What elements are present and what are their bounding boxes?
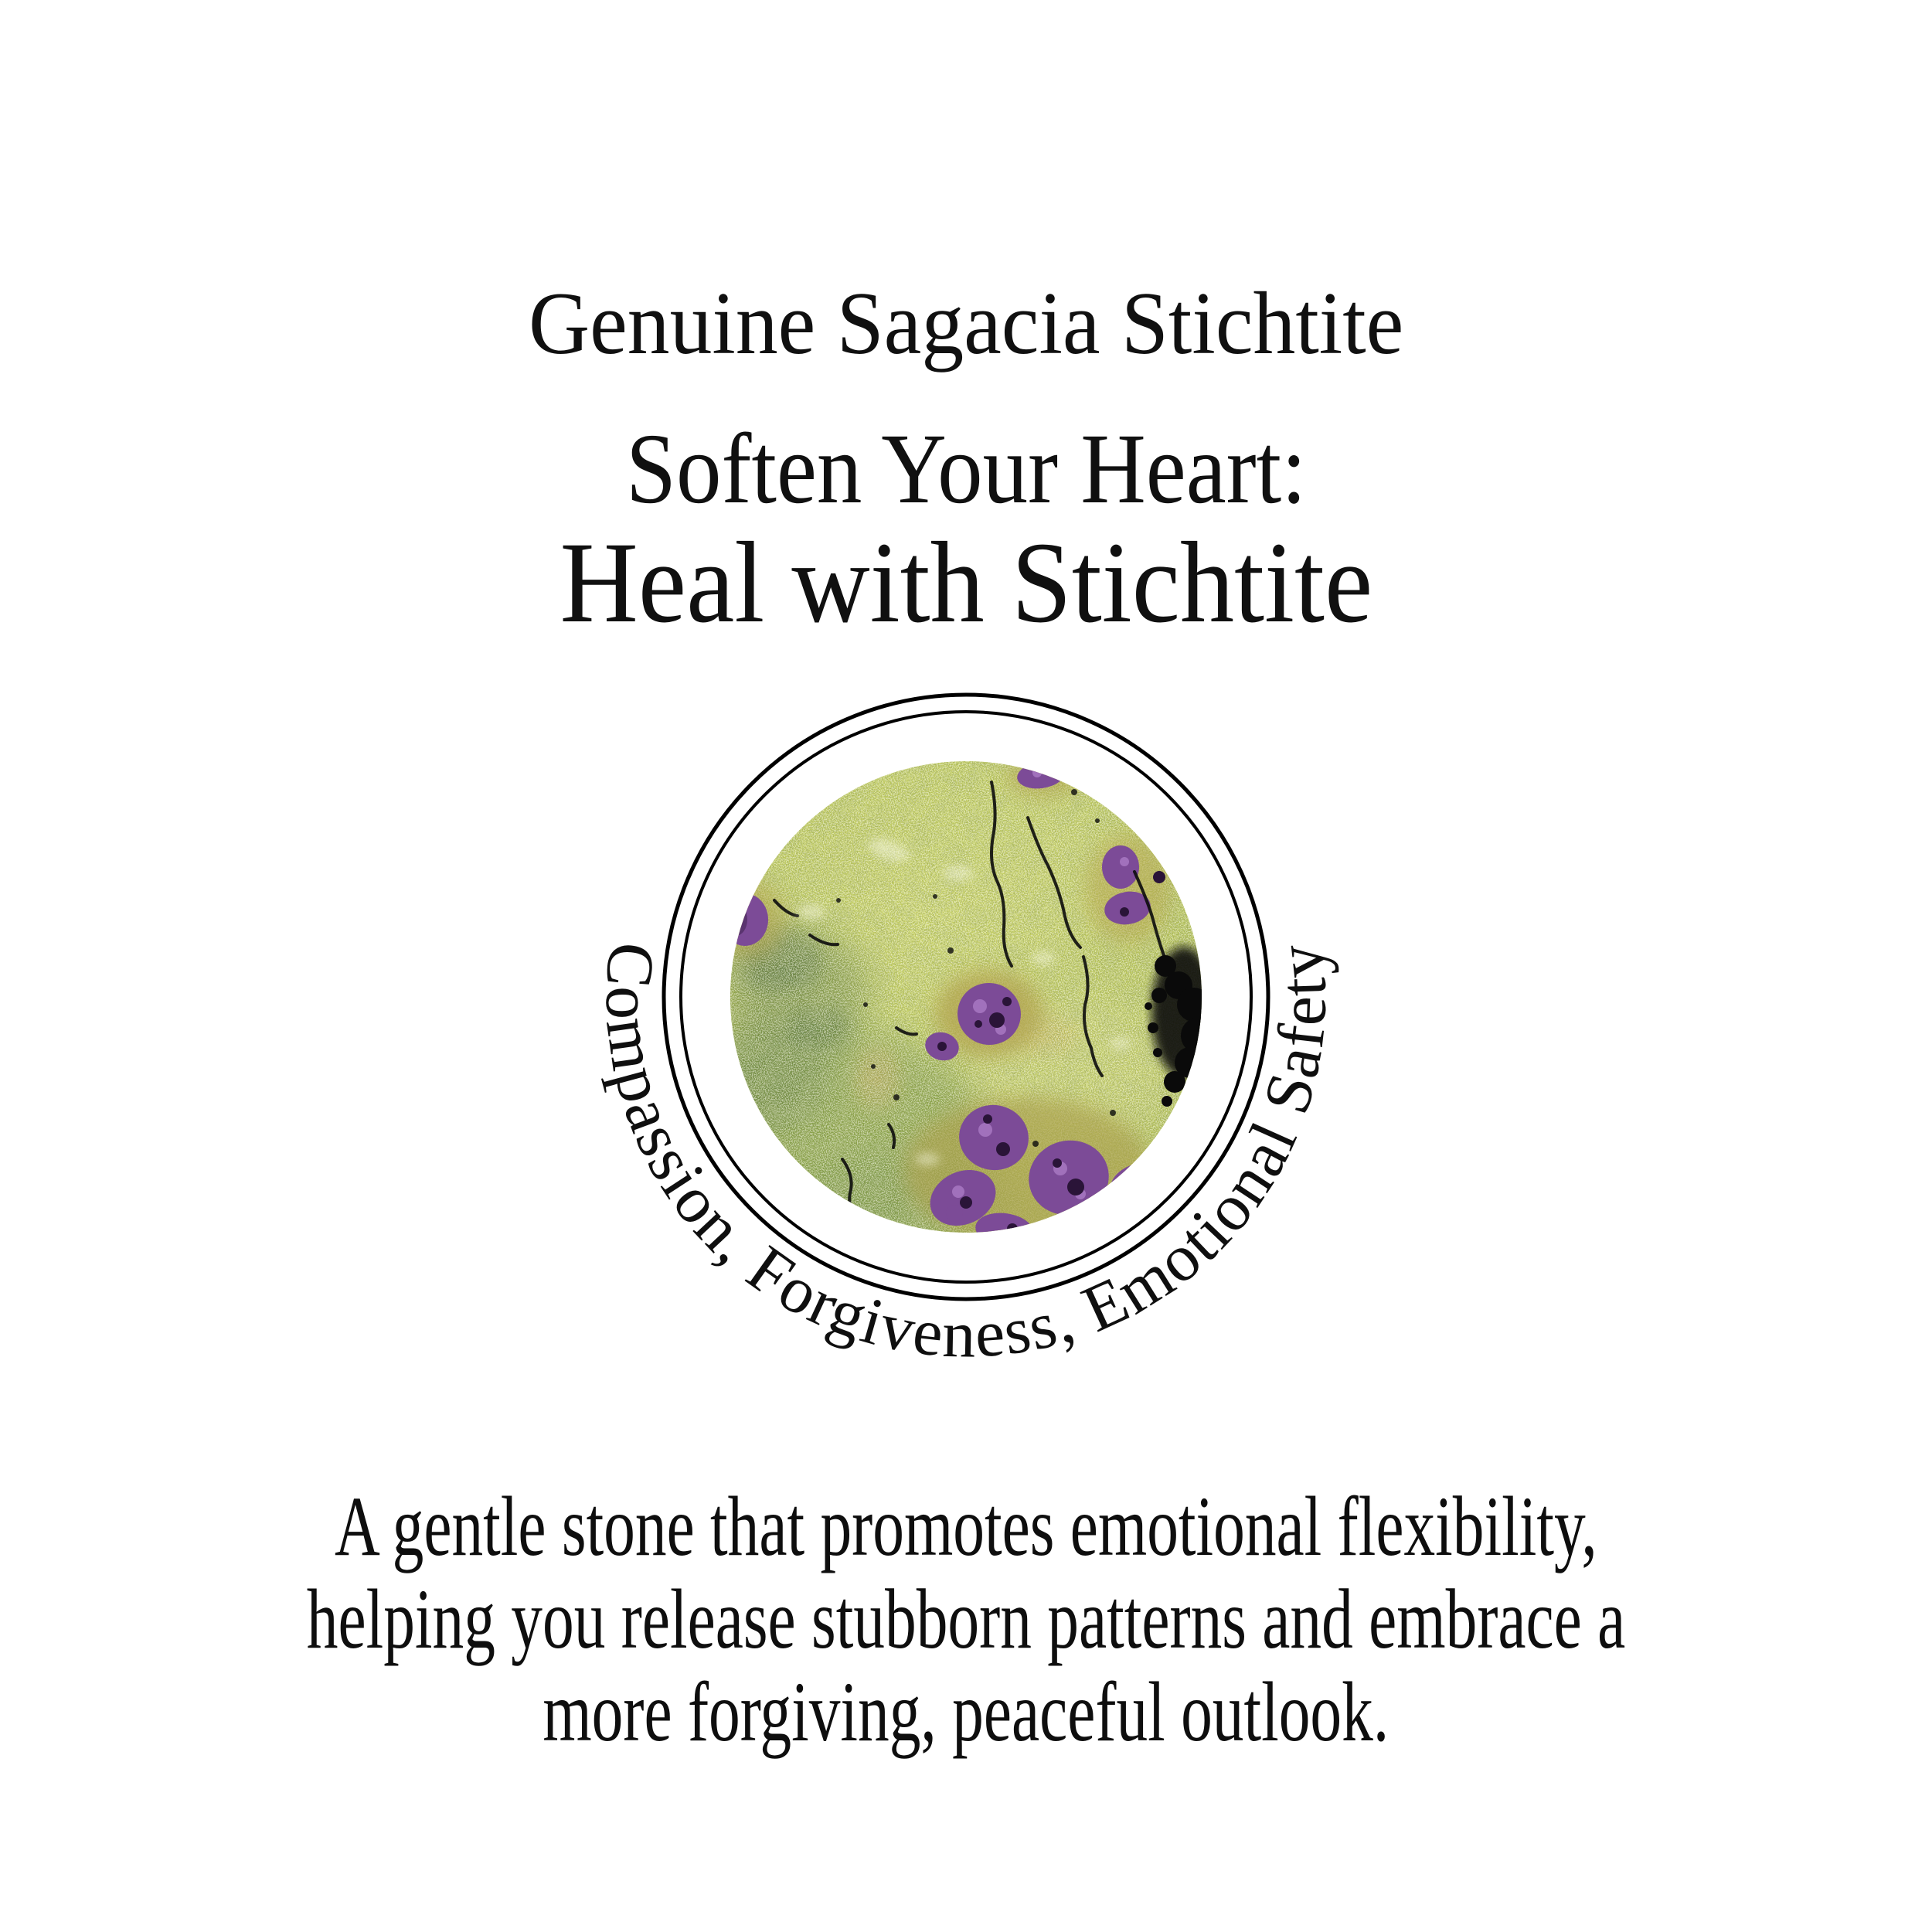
brand-line-text: Genuine Sagacia Stichtite bbox=[528, 274, 1404, 373]
subtitle bbox=[0, 413, 1932, 525]
brand-line bbox=[0, 274, 1932, 373]
description bbox=[0, 1480, 1932, 1758]
description-line: A gentle stone that promotes emotional flexibility, bbox=[335, 1479, 1597, 1573]
curved-caption-text: Compassion, Forgiveness, Emotional Safety bbox=[591, 939, 1341, 1372]
description-line: helping you release stubborn patterns and embrace a bbox=[306, 1572, 1626, 1666]
description-line: more forgiving, peaceful outlook. bbox=[543, 1665, 1389, 1759]
stone-badge bbox=[541, 649, 1391, 1422]
subtitle-text: Soften Your Heart: bbox=[625, 413, 1307, 525]
page-title-text: Heal with Stichtite bbox=[560, 519, 1372, 647]
page-title bbox=[0, 519, 1932, 647]
